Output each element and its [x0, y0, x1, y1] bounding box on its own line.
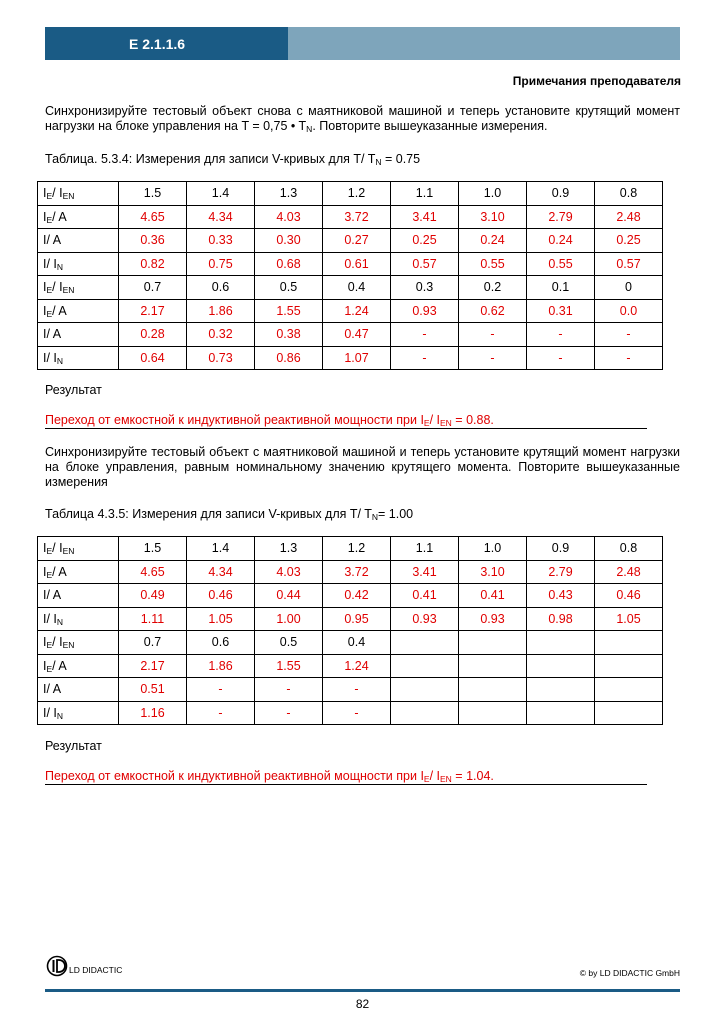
table-cell: 2.17 [119, 299, 187, 323]
table-cell: 0.95 [323, 607, 391, 631]
table-cell [459, 654, 527, 678]
section1-intro: Синхронизируйте тестовый объект снова с маятниковой машиной и теперь установите крутящий момент нагрузки на блоке управления на T = 0,75 • $T_N$. Повторите вышеуказанные измерения. [45, 104, 680, 134]
table-cell: 1.86 [187, 654, 255, 678]
table-cell [459, 678, 527, 702]
header-code: E 2.1.1.6 [45, 27, 288, 60]
table-cell: 0.25 [391, 229, 459, 253]
table-cell [595, 701, 663, 725]
note-title: Примечания преподавателя [512, 74, 681, 88]
table-cell: 4.65 [119, 205, 187, 229]
table-cell [459, 631, 527, 655]
table-cell: 1.55 [255, 654, 323, 678]
table-cell: 0.82 [119, 252, 187, 276]
section2-intro: Синхронизируйте тестовый объект с маятниковой машиной и теперь установите крутящий момент нагрузки на блоке управления, равным номинальному значению крутящего момента. Повторите вышеуказанные измерения [45, 445, 680, 489]
row-label: $I_E/$ $I_{EN}$ [38, 537, 119, 561]
table-cell: 0.8 [595, 182, 663, 206]
table-1 [37, 181, 663, 370]
header-bar [45, 27, 680, 60]
table-cell: 0.41 [459, 584, 527, 608]
table-cell [527, 654, 595, 678]
table-cell: 1.0 [459, 182, 527, 206]
table-cell: 1.05 [187, 607, 255, 631]
table-cell: 0.62 [459, 299, 527, 323]
table-cell: 0.47 [323, 323, 391, 347]
table-2 [37, 536, 663, 725]
section1-result: Переход от емкостной к индуктивной реактивной мощности при $I_E/$ $I_{EN} = 0.88$. [45, 413, 647, 429]
table-cell: - [391, 323, 459, 347]
table-cell: 0.55 [459, 252, 527, 276]
table-row [38, 252, 663, 276]
table-cell: 2.79 [527, 205, 595, 229]
table-cell: 3.41 [391, 205, 459, 229]
table-cell: 0.4 [323, 631, 391, 655]
table-cell: 1.24 [323, 299, 391, 323]
row-label: I/ A [38, 678, 119, 702]
table-cell: 4.03 [255, 560, 323, 584]
table-row [38, 205, 663, 229]
table-cell: 1.4 [187, 537, 255, 561]
table-cell: 0.25 [595, 229, 663, 253]
table-cell: 0.9 [527, 182, 595, 206]
table-cell: 3.72 [323, 560, 391, 584]
table-cell: 0.27 [323, 229, 391, 253]
table-row [38, 346, 663, 370]
table-cell: 0.46 [187, 584, 255, 608]
table-cell: 1.3 [255, 182, 323, 206]
table-cell [595, 654, 663, 678]
table-cell: 0.33 [187, 229, 255, 253]
table-cell: - [595, 346, 663, 370]
table-cell: - [391, 346, 459, 370]
table-row [38, 276, 663, 300]
row-label: $I_E/$ A [38, 654, 119, 678]
table-cell: 2.48 [595, 560, 663, 584]
table-cell: 0.46 [595, 584, 663, 608]
table-cell [391, 701, 459, 725]
section2-result: Переход от емкостной к индуктивной реактивной мощности при $I_E/$ $I_{EN} = 1.04$. [45, 769, 647, 785]
table-cell: 0.98 [527, 607, 595, 631]
table-cell: 0.43 [527, 584, 595, 608]
table-cell: 1.5 [119, 182, 187, 206]
row-label: I/ A [38, 584, 119, 608]
table-cell [527, 678, 595, 702]
table-cell: 0.31 [527, 299, 595, 323]
table-cell [595, 678, 663, 702]
table-cell: 0.32 [187, 323, 255, 347]
table-cell: - [323, 678, 391, 702]
table-cell [459, 701, 527, 725]
table-cell: 0.44 [255, 584, 323, 608]
logo-text: LD DIDACTIC [69, 965, 123, 975]
row-label: I/ $I_N$ [38, 607, 119, 631]
table-cell [391, 654, 459, 678]
table-cell: 0.51 [119, 678, 187, 702]
table-cell: - [255, 701, 323, 725]
table-cell: 1.3 [255, 537, 323, 561]
table-cell: 0.24 [527, 229, 595, 253]
row-label: $I_E/$ A [38, 205, 119, 229]
table-cell: 1.86 [187, 299, 255, 323]
table-cell: 4.03 [255, 205, 323, 229]
table-row [38, 560, 663, 584]
row-label: $I_E/$ A [38, 560, 119, 584]
table-cell: 0.3 [391, 276, 459, 300]
table-row [38, 229, 663, 253]
table-cell: - [527, 323, 595, 347]
row-label: I/ A [38, 229, 119, 253]
table-cell: 0.93 [459, 607, 527, 631]
table-cell: 1.24 [323, 654, 391, 678]
table-cell: 0.61 [323, 252, 391, 276]
table-cell: 0.6 [187, 631, 255, 655]
table-cell: 0.36 [119, 229, 187, 253]
table-cell: 0.2 [459, 276, 527, 300]
table-cell: 3.10 [459, 205, 527, 229]
section2-caption: Таблица 4.3.5: Измерения для записи V-кривых для T/ $T_N= 1.00$ [45, 507, 414, 522]
page-number: 82 [355, 997, 370, 1011]
table-cell: 1.2 [323, 182, 391, 206]
table-cell: - [187, 678, 255, 702]
row-label: I/ $I_N$ [38, 252, 119, 276]
table-row [38, 299, 663, 323]
table-row [38, 584, 663, 608]
table-row [38, 654, 663, 678]
table-cell: 1.1 [391, 182, 459, 206]
table-cell: 3.10 [459, 560, 527, 584]
table-cell: 0.5 [255, 631, 323, 655]
table-cell: 0.86 [255, 346, 323, 370]
table-row [38, 678, 663, 702]
table-cell: 0.64 [119, 346, 187, 370]
row-label: $I_E/$ $I_{EN}$ [38, 631, 119, 655]
table-cell: 0 [595, 276, 663, 300]
table-cell: 0.1 [527, 276, 595, 300]
table-cell: 1.11 [119, 607, 187, 631]
table-cell: 0.8 [595, 537, 663, 561]
table-cell: 1.55 [255, 299, 323, 323]
table-cell: 2.79 [527, 560, 595, 584]
table-cell: 1.16 [119, 701, 187, 725]
table-cell: 0.9 [527, 537, 595, 561]
table-cell: 1.5 [119, 537, 187, 561]
table-row [38, 607, 663, 631]
table-cell: 0.49 [119, 584, 187, 608]
ld-logo-icon [46, 955, 68, 977]
table-cell: - [323, 701, 391, 725]
table-cell: 1.1 [391, 537, 459, 561]
table-cell: 2.48 [595, 205, 663, 229]
row-label: I/ $I_N$ [38, 701, 119, 725]
table-cell: 0.24 [459, 229, 527, 253]
table-cell: 1.07 [323, 346, 391, 370]
table-cell: 4.34 [187, 205, 255, 229]
table-row [38, 537, 663, 561]
table-cell: 1.4 [187, 182, 255, 206]
section1-caption: Таблица. 5.3.4: Измерения для записи V-кривых для T/ $T_N = 0.75$ [45, 152, 421, 167]
table-cell: - [595, 323, 663, 347]
table-cell: 0.57 [391, 252, 459, 276]
table-cell: 0.6 [187, 276, 255, 300]
row-label: I/ A [38, 323, 119, 347]
table-cell: 0.28 [119, 323, 187, 347]
table-cell: 0.68 [255, 252, 323, 276]
table-cell: 0.7 [119, 276, 187, 300]
table-cell: 0.30 [255, 229, 323, 253]
row-label: I/ $I_N$ [38, 346, 119, 370]
table-cell: 2.17 [119, 654, 187, 678]
row-label: $I_E/$ $I_{EN}$ [38, 276, 119, 300]
table-row [38, 631, 663, 655]
table-cell [527, 631, 595, 655]
table-cell [595, 631, 663, 655]
table-cell: 0.42 [323, 584, 391, 608]
table-cell [391, 631, 459, 655]
table-cell: 0.4 [323, 276, 391, 300]
header-band [288, 27, 680, 60]
table-cell [391, 678, 459, 702]
table-cell: 1.05 [595, 607, 663, 631]
table-cell: 0.0 [595, 299, 663, 323]
table-row [38, 323, 663, 347]
table-cell: - [187, 701, 255, 725]
ld-didactic-logo [46, 955, 122, 977]
table-cell: 1.2 [323, 537, 391, 561]
table-cell: 0.93 [391, 299, 459, 323]
table-cell: - [459, 323, 527, 347]
table-cell: 0.41 [391, 584, 459, 608]
table-cell: 0.75 [187, 252, 255, 276]
table-cell: 0.5 [255, 276, 323, 300]
table-cell: 4.34 [187, 560, 255, 584]
table-cell [527, 701, 595, 725]
table-cell: 0.7 [119, 631, 187, 655]
copyright: © by LD DIDACTIC GmbH [579, 968, 680, 978]
table-cell: 3.72 [323, 205, 391, 229]
table-cell: 3.41 [391, 560, 459, 584]
table-cell: - [255, 678, 323, 702]
table-row [38, 701, 663, 725]
table-cell: 0.93 [391, 607, 459, 631]
row-label: $I_E/$ $I_{EN}$ [38, 182, 119, 206]
table-cell: 1.00 [255, 607, 323, 631]
table-cell: 0.57 [595, 252, 663, 276]
table-cell: 0.55 [527, 252, 595, 276]
table-cell: 0.38 [255, 323, 323, 347]
table-cell: 4.65 [119, 560, 187, 584]
table-row [38, 182, 663, 206]
footer-rule [45, 989, 680, 992]
table-cell: - [527, 346, 595, 370]
section1-result-label: Результат [45, 383, 102, 397]
table-cell: 0.73 [187, 346, 255, 370]
row-label: $I_E/$ A [38, 299, 119, 323]
table-cell: - [459, 346, 527, 370]
table-cell: 1.0 [459, 537, 527, 561]
section2-result-label: Результат [45, 739, 102, 753]
